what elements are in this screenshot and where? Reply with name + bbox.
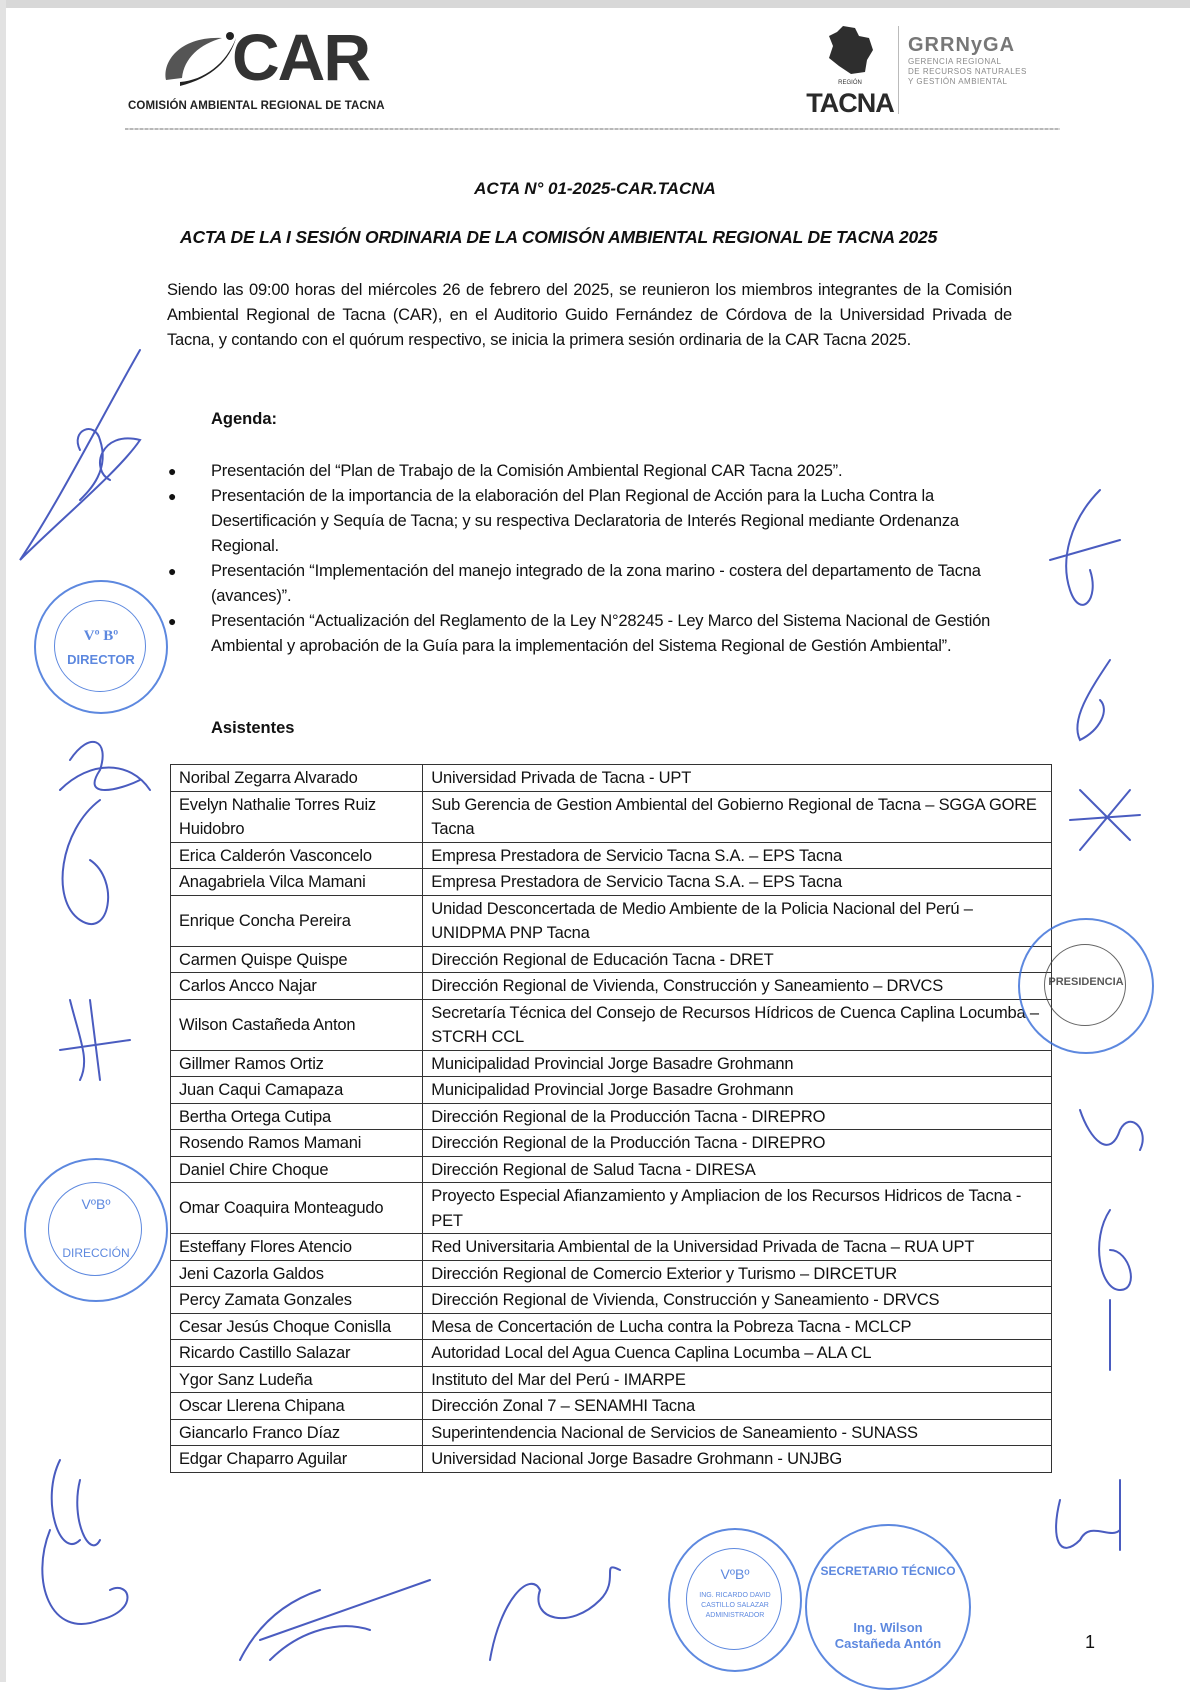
signature-mark bbox=[78, 429, 103, 500]
signature-mark bbox=[240, 1580, 430, 1660]
attendees-table bbox=[170, 764, 1052, 1473]
attendee-organization: Instituto del Mar del Perú - IMARPE bbox=[423, 1366, 1052, 1393]
attendee-organization: Dirección Regional de la Producción Tacna - DIREPRO bbox=[423, 1103, 1052, 1130]
attendee-name: Carmen Quispe Quispe bbox=[171, 946, 423, 973]
signature-mark bbox=[52, 1460, 100, 1545]
agenda-item-text: Presentación “Actualización del Reglamento de la Ley N°28245 - Ley Marco del Sistema Nacional de Gestión Ambiental y aprobación de la Guía para la implementación del Sistema Regional de Gestión Ambiental”. bbox=[211, 612, 991, 655]
stamp-text: SECRETARIO TÉCNICO bbox=[820, 1564, 956, 1578]
scan-left-edge bbox=[0, 0, 6, 1682]
table-row bbox=[171, 842, 1052, 869]
attendee-name: Esteffany Flores Atencio bbox=[171, 1234, 423, 1261]
agenda-item-text: Presentación “Implementación del manejo integrado de la zona marino - costera del departamento de Tacna (avances)”. bbox=[211, 562, 981, 605]
car-swoosh-icon bbox=[160, 30, 240, 88]
table-row bbox=[171, 1050, 1052, 1077]
grrnyga-line: Y GESTIÓN AMBIENTAL bbox=[908, 77, 1008, 86]
signature-mark bbox=[1099, 1210, 1131, 1370]
grrnyga-line: DE RECURSOS NATURALES bbox=[908, 67, 1027, 76]
attendee-name: Rosendo Ramos Mamani bbox=[171, 1130, 423, 1157]
attendee-name: Erica Calderón Vasconcelo bbox=[171, 842, 423, 869]
stamp-ana-secretario bbox=[805, 1524, 971, 1690]
table-row bbox=[171, 1287, 1052, 1314]
stamp-text: Ing. Wilson bbox=[853, 1620, 923, 1635]
table-row bbox=[171, 1156, 1052, 1183]
stamp-text: DIRECTOR bbox=[67, 652, 135, 667]
stamp-car-presidencia bbox=[1018, 918, 1154, 1054]
signature-mark bbox=[20, 350, 140, 560]
table-row bbox=[171, 973, 1052, 1000]
attendee-organization: Empresa Prestadora de Servicio Tacna S.A. – EPS Tacna bbox=[423, 869, 1052, 896]
table-row bbox=[171, 1234, 1052, 1261]
attendee-organization: Dirección Regional de Educación Tacna - DRET bbox=[423, 946, 1052, 973]
agenda-item-text: Presentación de la importancia de la elaboración del Plan Regional de Acción para la Lucha Contra la Desertificación y Sequía de Tacna; y su respectiva Declaratoria de Interés Regional mediante Ordenanza Regional. bbox=[211, 487, 959, 555]
attendee-name: Anagabriela Vilca Mamani bbox=[171, 869, 423, 896]
table-row bbox=[171, 1260, 1052, 1287]
table-row bbox=[171, 791, 1052, 842]
signature-mark bbox=[1080, 1110, 1143, 1150]
attendee-name: Ricardo Castillo Salazar bbox=[171, 1340, 423, 1367]
attendee-name: Noribal Zegarra Alvarado bbox=[171, 765, 423, 792]
attendee-name: Edgar Chaparro Aguilar bbox=[171, 1446, 423, 1473]
attendees-heading: Asistentes bbox=[211, 719, 295, 737]
attendee-name: Jeni Cazorla Galdos bbox=[171, 1260, 423, 1287]
attendee-organization: Sub Gerencia de Gestion Ambiental del Gobierno Regional de Tacna – SGGA GORE Tacna bbox=[423, 791, 1052, 842]
attendee-organization: Proyecto Especial Afianzamiento y Ampliacion de los Recursos Hidricos de Tacna - PET bbox=[423, 1183, 1052, 1234]
agenda-list bbox=[167, 459, 1027, 659]
table-row bbox=[171, 1183, 1052, 1234]
attendee-name: Giancarlo Franco Díaz bbox=[171, 1419, 423, 1446]
stamp-text: DIRECCIÓN bbox=[62, 1246, 130, 1260]
document-title: ACTA DE LA I SESIÓN ORDINARIA DE LA COMISÓN AMBIENTAL REGIONAL DE TACNA 2025 bbox=[180, 227, 938, 247]
attendee-name: Bertha Ortega Cutipa bbox=[171, 1103, 423, 1130]
car-logo-text: CAR bbox=[232, 20, 369, 94]
signature-mark bbox=[63, 800, 109, 924]
grrnyga-line: GERENCIA REGIONAL bbox=[908, 57, 1002, 66]
attendee-organization: Municipalidad Provincial Jorge Basadre Grohmann bbox=[423, 1077, 1052, 1104]
attendee-name: Daniel Chire Choque bbox=[171, 1156, 423, 1183]
stamp-ala bbox=[668, 1528, 802, 1672]
stamp-text: ING. RICARDO DAVID bbox=[699, 1592, 771, 1599]
agenda-item bbox=[167, 484, 1027, 559]
tacna-region-logo bbox=[805, 20, 900, 118]
table-row bbox=[171, 1393, 1052, 1420]
stamp-gobierno-regional bbox=[34, 580, 168, 714]
table-row bbox=[171, 946, 1052, 973]
stamp-text: Vº Bº bbox=[83, 628, 119, 644]
attendee-name: Cesar Jesús Choque Conislla bbox=[171, 1313, 423, 1340]
attendee-organization: Secretaría Técnica del Consejo de Recursos Hídricos de Cuenca Caplina Locumba – STCRH CCL bbox=[423, 999, 1052, 1050]
attendee-organization: Dirección Regional de la Producción Tacna - DIREPRO bbox=[423, 1130, 1052, 1157]
signature-mark bbox=[490, 1567, 620, 1660]
signature-mark bbox=[60, 742, 150, 790]
signature-mark bbox=[1070, 790, 1140, 850]
attendee-name: Omar Coaquira Monteagudo bbox=[171, 1183, 423, 1234]
table-row bbox=[171, 1077, 1052, 1104]
stamp-text: PRESIDENCIA bbox=[1048, 976, 1124, 988]
signature-mark bbox=[60, 1000, 130, 1080]
bullet-icon: ● bbox=[168, 613, 177, 629]
attendee-organization: Autoridad Local del Agua Cuenca Caplina Locumba – ALA CL bbox=[423, 1340, 1052, 1367]
attendee-organization: Universidad Privada de Tacna - UPT bbox=[423, 765, 1052, 792]
attendee-organization: Universidad Nacional Jorge Basadre Grohmann - UNJBG bbox=[423, 1446, 1052, 1473]
stamp-text: VºBº bbox=[81, 1196, 111, 1212]
stamp-produccion bbox=[24, 1158, 168, 1302]
table-row bbox=[171, 765, 1052, 792]
agenda-item bbox=[167, 559, 1027, 609]
attendee-organization: Empresa Prestadora de Servicio Tacna S.A. – EPS Tacna bbox=[423, 842, 1052, 869]
bullet-icon: ● bbox=[168, 463, 177, 479]
grrnyga-abbr: GRRNyGA bbox=[908, 34, 1016, 56]
attendee-name: Gillmer Ramos Ortiz bbox=[171, 1050, 423, 1077]
table-row bbox=[171, 1340, 1052, 1367]
stamp-text: Castañeda Antón bbox=[834, 1636, 942, 1651]
tacna-region-label: REGIÓN bbox=[838, 80, 862, 86]
car-logo-subtitle: COMISIÓN AMBIENTAL REGIONAL DE TACNA bbox=[128, 100, 385, 112]
tacna-map-icon bbox=[825, 24, 875, 76]
agenda-heading: Agenda: bbox=[211, 410, 277, 428]
table-row bbox=[171, 1313, 1052, 1340]
car-logo bbox=[160, 20, 369, 94]
attendee-organization: Superintendencia Nacional de Servicios de Saneamiento - SUNASS bbox=[423, 1419, 1052, 1446]
agenda-item bbox=[167, 609, 1027, 659]
scan-top-edge bbox=[0, 0, 1190, 8]
stamp-text: VºBº bbox=[720, 1566, 750, 1582]
table-row bbox=[171, 895, 1052, 946]
stamp-text: ADMINISTRADOR bbox=[705, 1612, 765, 1619]
attendee-name: Carlos Ancco Najar bbox=[171, 973, 423, 1000]
bullet-icon: ● bbox=[168, 563, 177, 579]
attendee-organization: Mesa de Concertación de Lucha contra la Pobreza Tacna - MCLCP bbox=[423, 1313, 1052, 1340]
stamp-text: CASTILLO SALAZAR bbox=[701, 1602, 769, 1609]
table-row bbox=[171, 1130, 1052, 1157]
attendee-organization: Dirección Regional de Vivienda, Construcción y Saneamiento – DRVCS bbox=[423, 973, 1052, 1000]
page-number: 1 bbox=[1085, 1632, 1096, 1652]
attendee-organization: Dirección Regional de Comercio Exterior y Turismo – DIRCETUR bbox=[423, 1260, 1052, 1287]
attendee-name: Evelyn Nathalie Torres Ruiz Huidobro bbox=[171, 791, 423, 842]
attendee-name: Percy Zamata Gonzales bbox=[171, 1287, 423, 1314]
attendee-name: Ygor Sanz Ludeña bbox=[171, 1366, 423, 1393]
table-row bbox=[171, 1446, 1052, 1473]
tacna-name: TACNA bbox=[806, 88, 894, 118]
table-row bbox=[171, 869, 1052, 896]
attendee-organization: Unidad Desconcertada de Medio Ambiente de la Policia Nacional del Perú – UNIDPMA PNP Tacna bbox=[423, 895, 1052, 946]
table-row bbox=[171, 1366, 1052, 1393]
attendee-organization: Municipalidad Provincial Jorge Basadre Grohmann bbox=[423, 1050, 1052, 1077]
header-divider bbox=[898, 26, 899, 114]
attendee-organization: Dirección Regional de Vivienda, Construcción y Saneamiento - DRVCS bbox=[423, 1287, 1052, 1314]
signature-mark bbox=[1050, 490, 1120, 605]
bullet-icon: ● bbox=[168, 488, 177, 504]
attendee-organization: Dirección Regional de Salud Tacna - DIRESA bbox=[423, 1156, 1052, 1183]
signature-mark bbox=[1056, 1480, 1120, 1550]
intro-paragraph: Siendo las 09:00 horas del miércoles 26 de febrero del 2025, se reunieron los miembros integrantes de la Comisión Ambiental Regional de Tacna (CAR), en el Auditorio Guido Fernández de Córdova de la Universidad Privada de Tacna, y contando con el quórum respectivo, se inicia la primera sesión ordinaria de la CAR Tacna 2025. bbox=[167, 281, 1012, 349]
agenda-item bbox=[167, 459, 1027, 484]
header-rule bbox=[125, 128, 1060, 130]
table-row bbox=[171, 1103, 1052, 1130]
attendee-name: Enrique Concha Pereira bbox=[171, 895, 423, 946]
attendee-name: Oscar Llerena Chipana bbox=[171, 1393, 423, 1420]
table-row bbox=[171, 1419, 1052, 1446]
attendee-organization: Dirección Zonal 7 – SENAMHI Tacna bbox=[423, 1393, 1052, 1420]
attendee-organization: Red Universitaria Ambiental de la Universidad Privada de Tacna – RUA UPT bbox=[423, 1234, 1052, 1261]
table-row bbox=[171, 999, 1052, 1050]
attendee-name: Wilson Castañeda Anton bbox=[171, 999, 423, 1050]
acta-number: ACTA N° 01-2025-CAR.TACNA bbox=[474, 179, 716, 198]
agenda-item-text: Presentación del “Plan de Trabajo de la Comisión Ambiental Regional CAR Tacna 2025”. bbox=[211, 462, 843, 480]
attendee-name: Juan Caqui Camapaza bbox=[171, 1077, 423, 1104]
signature-mark bbox=[42, 1530, 127, 1624]
grrnyga-logo bbox=[908, 34, 1027, 87]
signature-mark bbox=[1077, 660, 1110, 740]
